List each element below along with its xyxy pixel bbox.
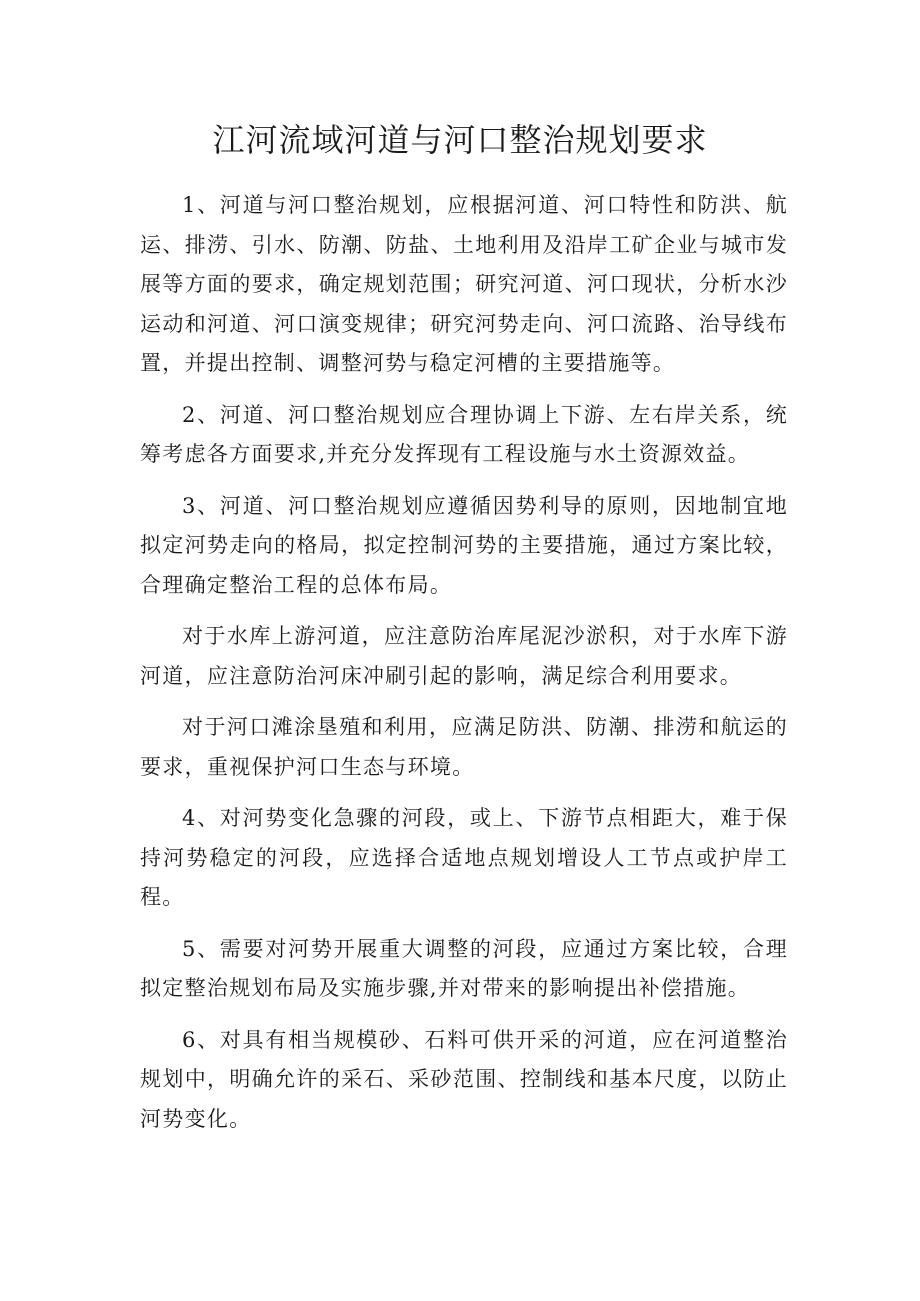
document-title: 江河流域河道与河口整治规划要求 [212, 121, 708, 159]
paragraph-2: 2、河道、河口整治规划应合理协调上下游、左右岸关系，统筹考虑各方面要求,并充分发挥现有工程设施与水土资源效益。 [140, 402, 788, 466]
paragraph-reservoir: 对于水库上游河道，应注意防治库尾泥沙淤积，对于水库下游河道，应注意防治河床冲刷引起的影响，满足综合利用要求。 [140, 624, 788, 688]
paragraph-estuary: 对于河口滩涂垦殖和利用，应满足防洪、防潮、排涝和航运的要求，重视保护河口生态与环境。 [140, 715, 788, 779]
paragraph-3: 3、河道、河口整治规划应遵循因势利导的原则，因地制宜地拟定河势走向的格局，拟定控制河势的主要措施，通过方案比较，合理确定整治工程的总体布局。 [140, 493, 788, 597]
paragraph-6: 6、对具有相当规模砂、石料可供开采的河道，应在河道整治规划中，明确允许的采石、采砂范围、控制线和基本尺度，以防止河势变化。 [140, 1027, 788, 1131]
paragraph-1: 1、河道与河口整治规划，应根据河道、河口特性和防洪、航运、排涝、引水、防潮、防盐、土地利用及沿岸工矿企业与城市发展等方面的要求，确定规划范围；研究河道、河口现状，分析水沙运动和河道、河口演变规律；研究河势走向、河口流路、治导线布置，并提出控制、调整河势与稳定河槽的主要措施等。 [140, 193, 788, 375]
document-body [140, 186, 788, 1151]
paragraph-4: 4、对河势变化急骤的河段，或上、下游节点相距大，难于保持河势稳定的河段，应选择合适地点规划增设人工节点或护岸工程。 [140, 806, 788, 909]
paragraph-5: 5、需要对河势开展重大调整的河段，应通过方案比较，合理拟定整治规划布局及实施步骤,并对带来的影响提出补偿措施。 [140, 936, 788, 1000]
